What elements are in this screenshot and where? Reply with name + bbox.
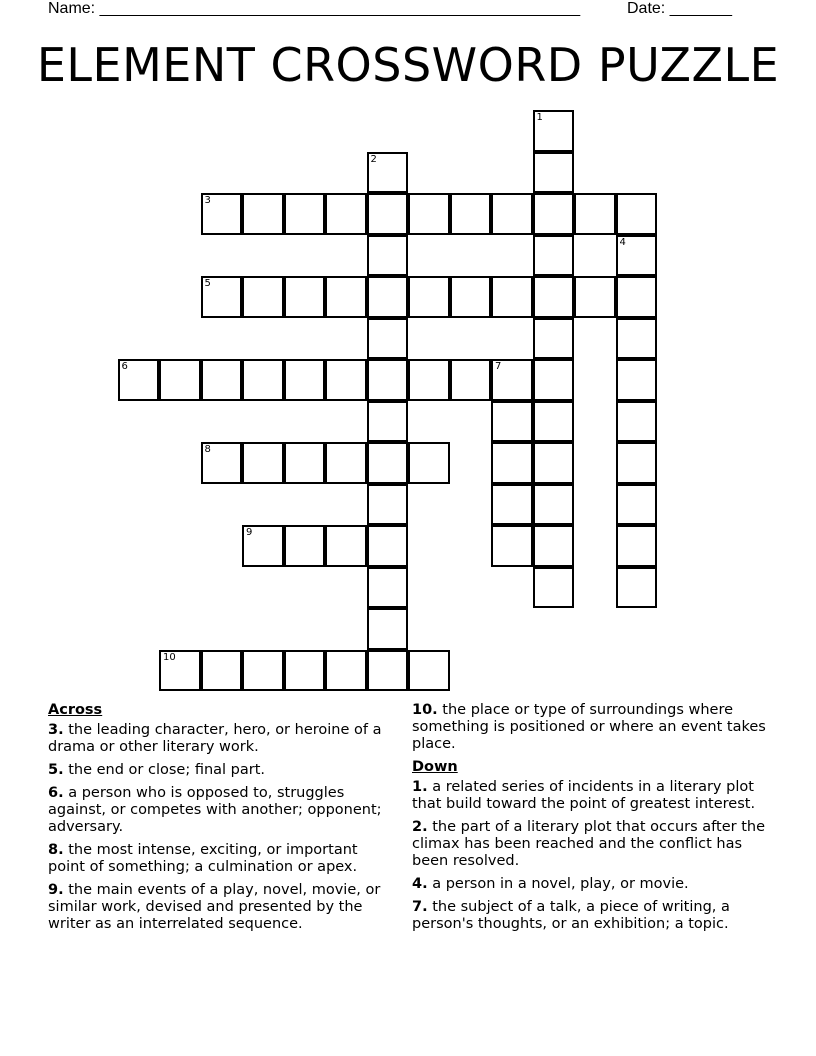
grid-cell[interactable]	[325, 442, 367, 484]
grid-cell[interactable]	[367, 276, 409, 318]
clue-text: the part of a literary plot that occurs after the climax has been reached and the conflict has been resolved.	[412, 819, 766, 869]
grid-cell[interactable]	[616, 401, 658, 443]
grid-cell[interactable]	[533, 110, 575, 152]
clue-text: the main events of a play, novel, movie, or similar work, devised and presented by the writer as an interrelated sequence.	[48, 882, 381, 932]
grid-cell[interactable]	[616, 567, 658, 609]
grid-cell[interactable]	[367, 567, 409, 609]
grid-cell[interactable]	[491, 276, 533, 318]
clue-number: 6.	[48, 785, 64, 801]
grid-cell[interactable]	[616, 484, 658, 526]
grid-cell[interactable]	[367, 318, 409, 360]
grid-cell[interactable]	[533, 401, 575, 443]
grid-cell[interactable]	[408, 442, 450, 484]
grid-cell[interactable]	[325, 359, 367, 401]
grid-cell[interactable]	[201, 359, 243, 401]
clue-text: a related series of incidents in a literary plot that build toward the point of greatest interest.	[412, 779, 756, 812]
clue-down-4	[412, 876, 772, 893]
date-line[interactable]: Date: _______	[627, 0, 732, 17]
clue-across-3	[48, 722, 393, 756]
across-heading: Across	[48, 702, 103, 718]
grid-cell[interactable]	[533, 442, 575, 484]
clue-across-8	[48, 842, 393, 876]
grid-cell[interactable]	[159, 650, 201, 692]
grid-cell[interactable]	[491, 359, 533, 401]
grid-cell[interactable]	[367, 152, 409, 194]
clue-text: a person in a novel, play, or movie.	[432, 876, 689, 892]
grid-cell[interactable]	[367, 401, 409, 443]
clue-number: 9.	[48, 882, 64, 898]
cell-number: 6	[121, 361, 128, 372]
cell-number: 8	[204, 444, 211, 455]
cell-number: 10	[163, 651, 176, 663]
grid-cell[interactable]	[201, 276, 243, 318]
cell-number: 4	[619, 236, 626, 248]
grid-cell[interactable]	[284, 193, 326, 235]
clue-number: 2.	[412, 819, 428, 835]
grid-cell[interactable]	[408, 650, 450, 692]
grid-cell[interactable]	[367, 359, 409, 401]
grid-cell[interactable]	[574, 193, 616, 235]
grid-cell[interactable]	[367, 484, 409, 526]
clue-text: the end or close; final part.	[68, 762, 266, 778]
grid-cell[interactable]	[616, 318, 658, 360]
grid-cell[interactable]	[284, 276, 326, 318]
clue-number: 10.	[412, 702, 438, 718]
grid-cell[interactable]	[616, 276, 658, 318]
grid-cell[interactable]	[450, 193, 492, 235]
grid-cell[interactable]	[242, 276, 284, 318]
clue-text: the subject of a talk, a piece of writing, a person's thoughts, or an exhibition; a topic.	[412, 899, 730, 932]
grid-cell[interactable]	[284, 525, 326, 567]
grid-cell[interactable]	[242, 650, 284, 692]
grid-cell[interactable]	[325, 193, 367, 235]
grid-cell[interactable]	[574, 276, 616, 318]
clue-number: 1.	[412, 779, 428, 795]
grid-cell[interactable]	[201, 442, 243, 484]
grid-cell[interactable]	[367, 608, 409, 650]
grid-cell[interactable]	[118, 359, 160, 401]
grid-cell[interactable]	[533, 484, 575, 526]
grid-cell[interactable]	[491, 193, 533, 235]
clue-text: a person who is opposed to, struggles against, or competes with another; opponent; adversary.	[48, 785, 382, 835]
clue-number: 4.	[412, 876, 428, 892]
grid-cell[interactable]	[242, 442, 284, 484]
grid-cell[interactable]	[242, 359, 284, 401]
clue-text: the place or type of surroundings where something is positioned or where an event takes place.	[412, 702, 766, 752]
cell-number: 2	[370, 153, 377, 165]
clue-down-2	[412, 819, 772, 870]
clue-number: 5.	[48, 762, 64, 778]
cell-number: 5	[204, 278, 211, 289]
grid-cell[interactable]	[616, 442, 658, 484]
clue-down-1	[412, 779, 772, 813]
clue-across-5	[48, 762, 393, 779]
down-heading: Down	[412, 759, 458, 775]
cell-number: 7	[495, 361, 502, 372]
grid-cell[interactable]	[533, 276, 575, 318]
grid-cell[interactable]	[533, 525, 575, 567]
grid-cell[interactable]	[491, 442, 533, 484]
grid-cell[interactable]	[616, 359, 658, 401]
clue-number: 3.	[48, 722, 64, 738]
cell-number: 1	[536, 112, 543, 123]
name-line[interactable]: Name: ______________________________________________________	[48, 0, 581, 17]
grid-cell[interactable]	[242, 525, 284, 567]
clue-number: 7.	[412, 899, 428, 915]
grid-cell[interactable]	[616, 193, 658, 235]
grid-cell[interactable]	[367, 193, 409, 235]
grid-cell[interactable]	[408, 193, 450, 235]
grid-cell[interactable]	[616, 235, 658, 277]
clue-text: the most intense, exciting, or important point of something; a culmination or apex.	[48, 842, 358, 875]
grid-cell[interactable]	[325, 276, 367, 318]
clue-down-7	[412, 899, 772, 933]
cell-number: 9	[246, 527, 253, 538]
grid-cell[interactable]	[533, 359, 575, 401]
grid-cell[interactable]	[533, 152, 575, 194]
grid-cell[interactable]	[408, 276, 450, 318]
clue-across-10	[412, 702, 772, 753]
grid-cell[interactable]	[616, 525, 658, 567]
grid-cell[interactable]	[242, 193, 284, 235]
grid-cell[interactable]	[450, 276, 492, 318]
grid-cell[interactable]	[325, 525, 367, 567]
clues-right-column	[412, 702, 772, 939]
grid-cell[interactable]	[491, 401, 533, 443]
clues-left-column	[48, 702, 393, 939]
grid-cell[interactable]	[284, 442, 326, 484]
clue-across-6	[48, 785, 393, 836]
grid-cell[interactable]	[491, 525, 533, 567]
grid-cell[interactable]	[201, 650, 243, 692]
grid-cell[interactable]	[201, 193, 243, 235]
clue-across-9	[48, 882, 393, 933]
grid-cell[interactable]	[491, 484, 533, 526]
grid-cell[interactable]	[159, 359, 201, 401]
grid-cell[interactable]	[533, 567, 575, 609]
grid-cell[interactable]	[450, 359, 492, 401]
clue-number: 8.	[48, 842, 64, 858]
grid-cell[interactable]	[533, 193, 575, 235]
grid-cell[interactable]	[325, 650, 367, 692]
cell-number: 3	[204, 195, 211, 206]
grid-cell[interactable]	[367, 442, 409, 484]
grid-cell[interactable]	[367, 235, 409, 277]
clue-text: the leading character, hero, or heroine of a drama or other literary work.	[48, 722, 382, 755]
grid-cell[interactable]	[284, 359, 326, 401]
grid-cell[interactable]	[533, 235, 575, 277]
grid-cell[interactable]	[408, 359, 450, 401]
grid-cell[interactable]	[367, 650, 409, 692]
grid-cell[interactable]	[367, 525, 409, 567]
grid-cell[interactable]	[284, 650, 326, 692]
grid-cell[interactable]	[533, 318, 575, 360]
page-title: ELEMENT CROSSWORD PUZZLE	[36, 38, 780, 92]
